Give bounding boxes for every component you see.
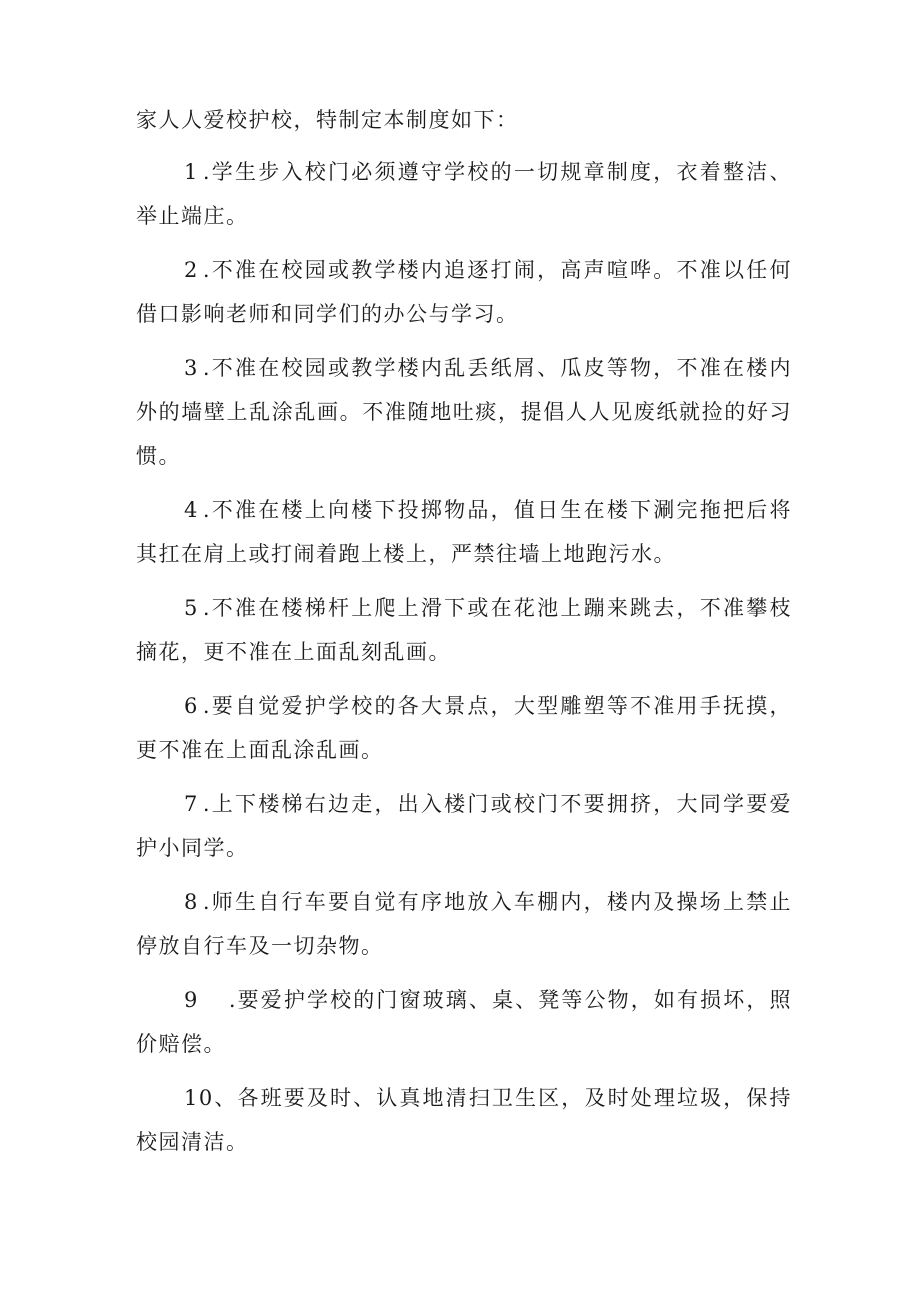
rule-number: 7 [184,792,199,816]
rule-10: 10、各班要及时、认真地清扫卫生区，及时处理垃圾，保持校园清洁。 [136,1086,792,1154]
rule-text: .学生步入校门必须遵守学校的一切规章制度，衣着整洁、举止端庄。 [136,160,792,228]
document-body [136,98,792,1174]
rule-text: .上下楼梯右边走，出入楼门或校门不要拥挤，大同学要爱护小同学。 [136,792,792,860]
rule-number: 1 [184,160,199,184]
rule-2 [136,248,792,336]
rule-6 [136,684,792,772]
rule-text: .不准在楼上向楼下投掷物品，值日生在楼下涮完拖把后将其扛在肩上或打闹着跑上楼上，严禁往墙上地跑污水。 [136,498,792,566]
rule-number: 6 [184,694,199,718]
rule-4 [136,488,792,576]
rule-text: .不准在校园或教学楼内乱丢纸屑、瓜皮等物，不准在楼内外的墙壁上乱涂乱画。不准随地吐痰，提倡人人见废纸就捡的好习惯。 [136,356,792,468]
rule-text: .要自觉爱护学校的各大景点，大型雕塑等不准用手抚摸，更不准在上面乱涂乱画。 [136,694,792,762]
rule-number: 4 [184,498,199,522]
rule-3 [136,346,792,478]
rule-7 [136,782,792,870]
rule-number: 3 [184,356,199,380]
rule-text: .不准在楼梯杆上爬上滑下或在花池上蹦来跳去，不准攀枝摘花，更不准在上面乱刻乱画。 [136,596,792,664]
rule-8 [136,880,792,968]
rule-9 [136,978,792,1066]
intro-paragraph: 家人人爱校护校，特制定本制度如下： [136,108,519,132]
rule-number: 2 [184,258,199,282]
rule-1 [136,150,792,238]
rule-number: 9 [184,988,199,1012]
rule-number: 8 [184,890,199,914]
rule-text: .不准在校园或教学楼内追逐打闹，高声喧哗。不准以任何借口影响老师和同学们的办公与学习。 [136,258,792,326]
rule-5 [136,586,792,674]
rule-text: .师生自行车要自觉有序地放入车棚内，楼内及操场上禁止停放自行车及一切杂物。 [136,890,792,958]
rule-text: .要爱护学校的门窗玻璃、桌、凳等公物，如有损坏，照价赔偿。 [136,988,792,1056]
rule-number: 5 [184,596,199,620]
